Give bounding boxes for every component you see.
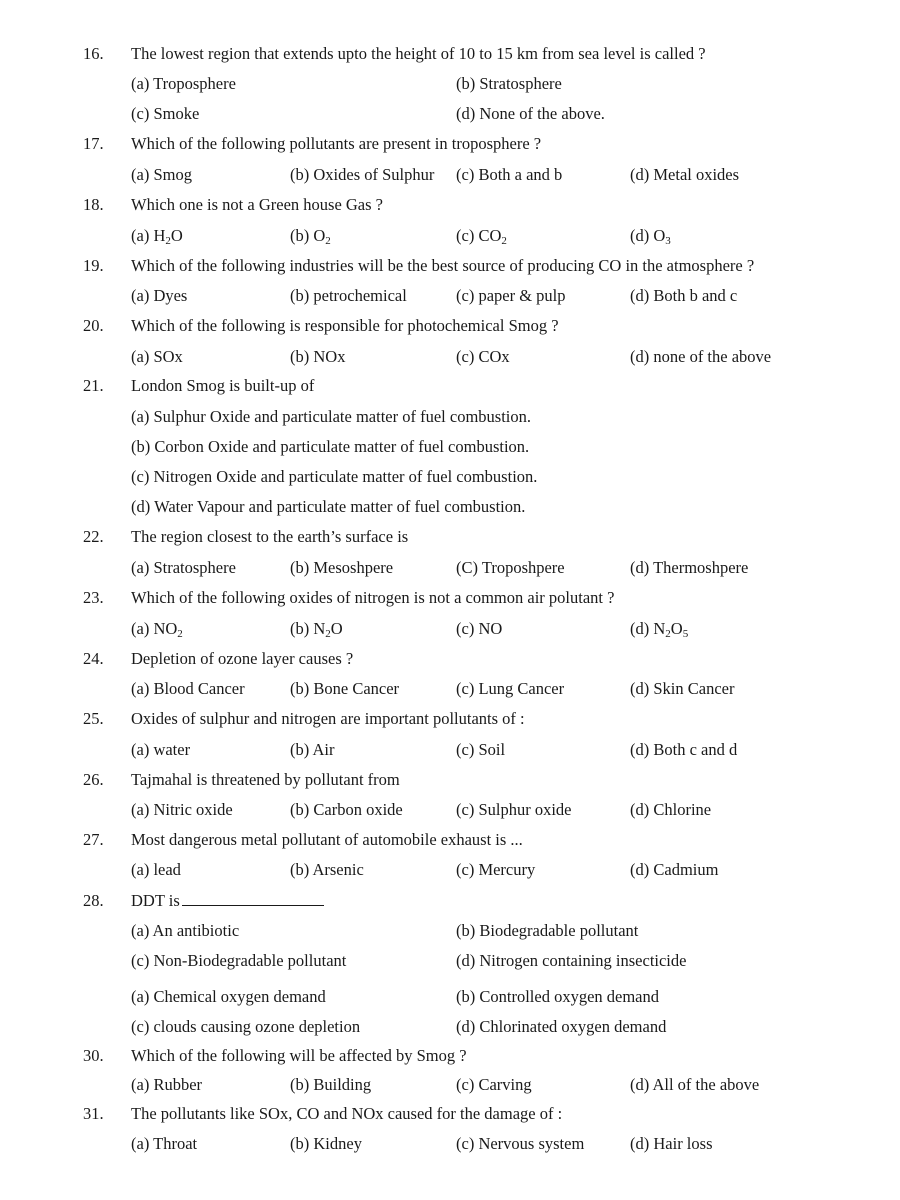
option-a: (a) Chemical oxygen demand bbox=[131, 987, 326, 1006]
option-c: (c) Non-Biodegradable pollutant bbox=[131, 951, 347, 970]
option-d: (d) Thermoshpere bbox=[630, 558, 749, 577]
option-d: (d) None of the above. bbox=[456, 104, 605, 123]
option-c: (c) Nervous system bbox=[456, 1134, 585, 1153]
question-31 bbox=[0, 1101, 900, 1127]
question-22 bbox=[0, 524, 900, 550]
option-c: (c) Soil bbox=[456, 740, 506, 759]
option-d: (d) Water Vapour and particulate matter of fuel combustion. bbox=[131, 497, 526, 516]
options-row bbox=[0, 464, 900, 490]
options-row bbox=[0, 1131, 900, 1157]
option-d: (d) Both c and d bbox=[630, 740, 738, 759]
options-row bbox=[0, 101, 900, 127]
question-number: 31. bbox=[83, 1104, 104, 1123]
options-row bbox=[0, 948, 900, 974]
question-28 bbox=[0, 888, 900, 914]
option-a: (a) Troposphere bbox=[131, 74, 236, 93]
question-text: DDT is bbox=[131, 888, 324, 914]
option-c: (c) Sulphur oxide bbox=[456, 800, 572, 819]
question-16 bbox=[0, 41, 900, 67]
options-row bbox=[0, 404, 900, 430]
question-number: 19. bbox=[83, 256, 104, 275]
option-c: (c) COx bbox=[456, 347, 510, 366]
option-d: (d) Chlorine bbox=[630, 800, 712, 819]
option-b: (b) Air bbox=[290, 740, 335, 759]
option-b: (b) Kidney bbox=[290, 1134, 362, 1153]
options-row bbox=[0, 283, 900, 309]
option-c: (c) clouds causing ozone depletion bbox=[131, 1017, 361, 1036]
option-c: (c) $CO_2$ bbox=[456, 226, 507, 247]
question-25 bbox=[0, 706, 900, 732]
question-text: Tajmahal is threatened by pollutant from bbox=[131, 770, 400, 789]
question-text: Which of the following pollutants are present in troposphere ? bbox=[131, 134, 542, 153]
option-c: (c) Smoke bbox=[131, 104, 200, 123]
option-d: (d) Hair loss bbox=[630, 1134, 713, 1153]
question-number: 26. bbox=[83, 770, 104, 789]
question-20 bbox=[0, 313, 900, 339]
question-24 bbox=[0, 646, 900, 672]
option-b: (b) Mesoshpere bbox=[290, 558, 394, 577]
question-number: 25. bbox=[83, 709, 104, 728]
question-19 bbox=[0, 253, 900, 279]
question-30 bbox=[0, 1043, 900, 1069]
question-text: The pollutants like SOx, CO and NOx caused for the damage of : bbox=[131, 1104, 563, 1123]
options-row bbox=[0, 344, 900, 370]
option-a: (a) water bbox=[131, 740, 191, 759]
option-b: (b) Carbon oxide bbox=[290, 800, 403, 819]
options-row bbox=[0, 223, 900, 249]
option-c: (c) Both a and b bbox=[456, 165, 563, 184]
option-b: (b) Arsenic bbox=[290, 860, 364, 879]
option-d: (d) $O_3$ bbox=[630, 226, 671, 247]
options-row bbox=[0, 555, 900, 581]
option-a: (a) Dyes bbox=[131, 286, 188, 305]
option-a: (a) Nitric oxide bbox=[131, 800, 233, 819]
options-row bbox=[0, 434, 900, 460]
question-number: 30. bbox=[83, 1046, 104, 1065]
options-row bbox=[0, 857, 900, 883]
question-text: Depletion of ozone layer causes ? bbox=[131, 649, 354, 668]
option-d: (d) Cadmium bbox=[630, 860, 719, 879]
question-text: Which of the following oxides of nitrogen is not a common air polutant ? bbox=[131, 588, 615, 607]
option-d: (d) Chlorinated oxygen demand bbox=[456, 1017, 667, 1036]
option-c: (c) Nitrogen Oxide and particulate matter of fuel combustion. bbox=[131, 467, 538, 486]
question-number: 17. bbox=[83, 134, 104, 153]
question-text: Which of the following industries will be the best source of producing CO in the atmosphere ? bbox=[131, 256, 755, 275]
option-b: (b) $O_2$ bbox=[290, 226, 331, 247]
question-number: 21. bbox=[83, 376, 104, 395]
option-c: (c) NO bbox=[456, 619, 503, 638]
options-row bbox=[0, 918, 900, 944]
question-number: 28. bbox=[83, 891, 104, 910]
question-18 bbox=[0, 192, 900, 218]
question-number: 24. bbox=[83, 649, 104, 668]
question-17 bbox=[0, 131, 900, 157]
options-row bbox=[0, 984, 900, 1010]
option-d: (d) All of the above bbox=[630, 1075, 760, 1094]
options-row bbox=[0, 797, 900, 823]
option-a: (a) $H_2O$ bbox=[131, 226, 183, 247]
question-number: 18. bbox=[83, 195, 104, 214]
option-b: (b) NOx bbox=[290, 347, 346, 366]
options-row bbox=[0, 71, 900, 97]
option-d: (d) none of the above bbox=[630, 347, 772, 366]
option-a: (a) Rubber bbox=[131, 1075, 203, 1094]
option-a: (a) $NO_2$ bbox=[131, 619, 183, 640]
options-row bbox=[0, 494, 900, 520]
options-row bbox=[0, 1072, 900, 1098]
question-27 bbox=[0, 827, 900, 853]
question-text: Oxides of sulphur and nitrogen are important pollutants of : bbox=[131, 709, 525, 728]
question-number: 23. bbox=[83, 588, 104, 607]
option-d: (d) Nitrogen containing insecticide bbox=[456, 951, 687, 970]
question-text: The lowest region that extends upto the height of 10 to 15 km from sea level is called ? bbox=[131, 44, 706, 63]
question-text: London Smog is built-up of bbox=[131, 376, 315, 395]
option-a: (a) lead bbox=[131, 860, 181, 879]
question-number: 20. bbox=[83, 316, 104, 335]
option-b: (b) Stratosphere bbox=[456, 74, 562, 93]
option-b: (b) Corbon Oxide and particulate matter of fuel combustion. bbox=[131, 437, 530, 456]
question-21 bbox=[0, 373, 900, 399]
option-d: (d) Both b and c bbox=[630, 286, 738, 305]
option-d: (d) Skin Cancer bbox=[630, 679, 735, 698]
option-b: (b) $N_2O$ bbox=[290, 619, 343, 640]
question-23 bbox=[0, 585, 900, 611]
option-b: (b) Controlled oxygen demand bbox=[456, 987, 659, 1006]
options-row bbox=[0, 162, 900, 188]
options-row bbox=[0, 616, 900, 642]
answer-blank bbox=[182, 891, 324, 906]
question-text: Most dangerous metal pollutant of automobile exhaust is ... bbox=[131, 830, 523, 849]
option-a: (a) Sulphur Oxide and particulate matter of fuel combustion. bbox=[131, 407, 532, 426]
option-a: (a) Blood Cancer bbox=[131, 679, 245, 698]
option-c: (c) Mercury bbox=[456, 860, 536, 879]
option-b: (b) Bone Cancer bbox=[290, 679, 400, 698]
option-c: (c) Lung Cancer bbox=[456, 679, 565, 698]
question-text: The region closest to the earth’s surface is bbox=[131, 527, 409, 546]
option-d: (d) Metal oxides bbox=[630, 165, 740, 184]
option-a: (a) Throat bbox=[131, 1134, 198, 1153]
option-c: (c) Carving bbox=[456, 1075, 532, 1094]
question-number: 27. bbox=[83, 830, 104, 849]
question-number: 22. bbox=[83, 527, 104, 546]
question-number: 16. bbox=[83, 44, 104, 63]
options-row bbox=[0, 737, 900, 763]
question-text: Which of the following is responsible for photochemical Smog ? bbox=[131, 316, 559, 335]
option-b: (b) Building bbox=[290, 1075, 372, 1094]
option-a: (a) Smog bbox=[131, 165, 192, 184]
option-c: (C) Troposhpere bbox=[456, 558, 565, 577]
option-d: (d) $N_2O_5$ bbox=[630, 619, 689, 640]
option-b: (b) Oxides of Sulphur bbox=[290, 165, 435, 184]
option-a: (a) Stratosphere bbox=[131, 558, 236, 577]
option-b: (b) Biodegradable pollutant bbox=[456, 921, 639, 940]
options-row bbox=[0, 1014, 900, 1040]
option-a: (a) An antibiotic bbox=[131, 921, 240, 940]
option-b: (b) petrochemical bbox=[290, 286, 407, 305]
option-c: (c) paper & pulp bbox=[456, 286, 566, 305]
options-row bbox=[0, 676, 900, 702]
question-text: Which one is not a Green house Gas ? bbox=[131, 195, 384, 214]
question-text: Which of the following will be affected by Smog ? bbox=[131, 1046, 467, 1065]
question-26 bbox=[0, 767, 900, 793]
option-a: (a) SOx bbox=[131, 347, 183, 366]
